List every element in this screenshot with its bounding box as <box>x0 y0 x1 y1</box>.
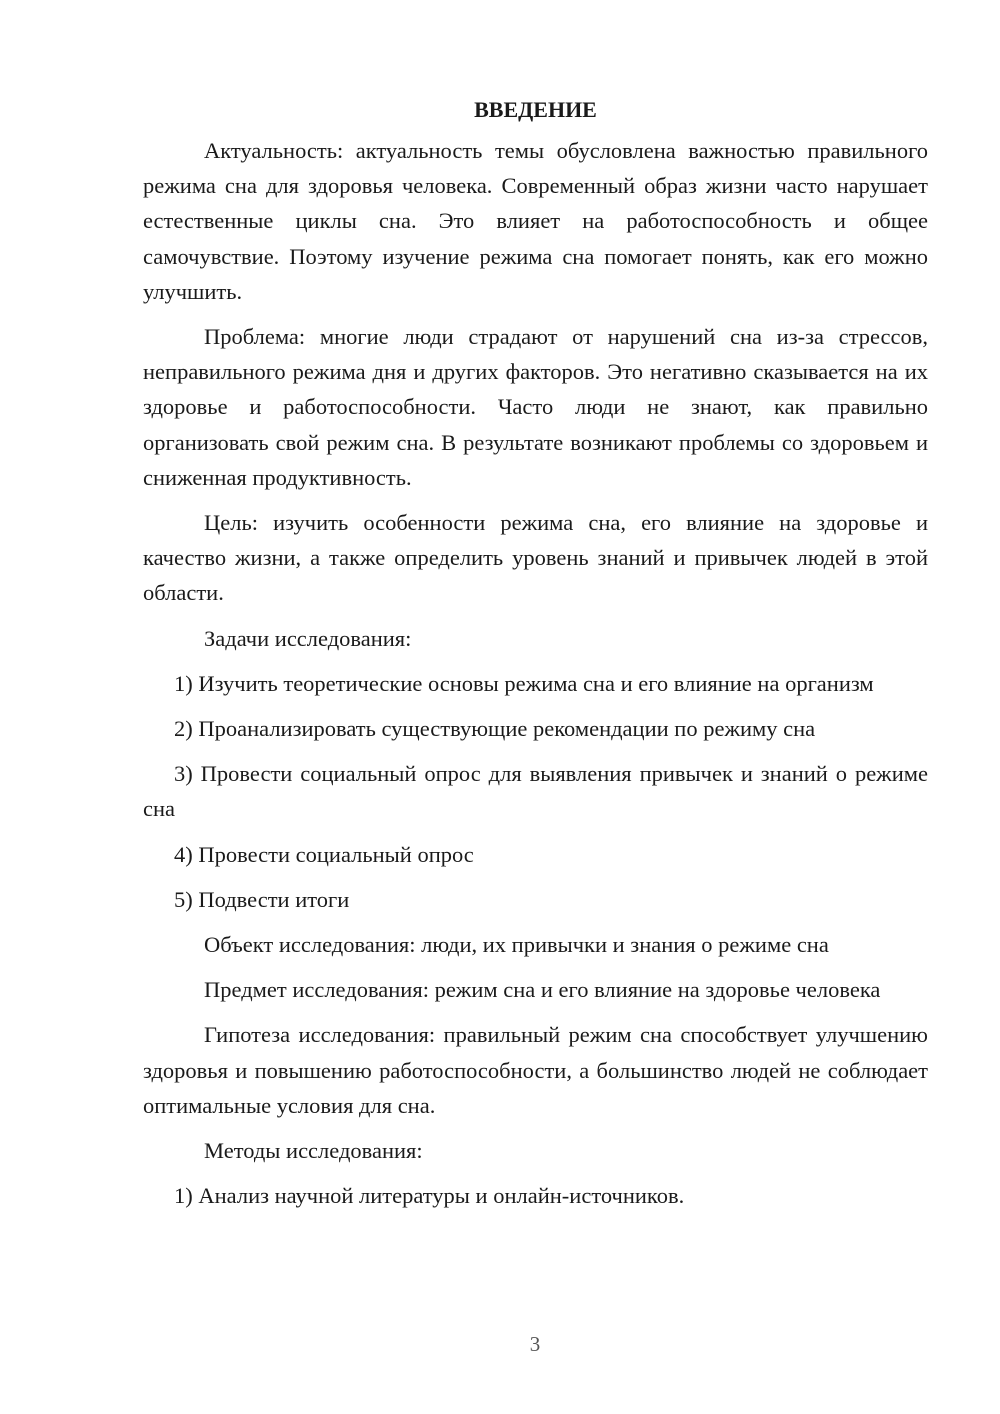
task-item-4: 4) Провести социальный опрос <box>174 841 474 867</box>
paragraph-subject: Предмет исследования: режим сна и его влияние на здоровье человека <box>204 977 881 1003</box>
page-number: 3 <box>529 1332 541 1356</box>
paragraph-problem: Проблема: многие люди страдают от нарушений сна из-за стрессов, неправильного режима дня и других факторов. Это негативно сказывается на их здоровье и работоспособности. Часто люди не знают, как правильно организовать свой режим сна. В результате возникают проблемы со здоровьем и сниженная продуктивность. <box>143 324 928 490</box>
paragraph-goal: Цель: изучить особенности режима сна, его влияние на здоровье и качество жизни, а также определить уровень знаний и привычек людей в этой области. <box>143 510 928 606</box>
paragraph-hypothesis: Гипотеза исследования: правильный режим сна способствует улучшению здоровья и повышению работоспособности, а большинство людей не соблюдает оптимальные условия для сна. <box>143 1022 928 1118</box>
method-item-1: 1) Анализ научной литературы и онлайн-источников. <box>174 1183 685 1209</box>
tasks-heading: Задачи исследования: <box>204 625 412 651</box>
task-item-5: 5) Подвести итоги <box>174 886 350 912</box>
task-item-3: 3) Провести социальный опрос для выявления привычек и знаний о режиме сна <box>143 761 928 822</box>
task-item-2: 2) Проанализировать существующие рекомендации по режиму сна <box>174 716 816 742</box>
document-body <box>143 92 928 1223</box>
paragraph-object: Объект исследования: люди, их привычки и знания о режиме сна <box>204 932 829 958</box>
task-item-1: 1) Изучить теоретические основы режима сна и его влияние на организм <box>174 670 874 696</box>
page-title: ВВЕДЕНИЕ <box>474 97 597 122</box>
paragraph-relevance: Актуальность: актуальность темы обусловлена важностью правильного режима сна для здоровья человека. Современный образ жизни часто нарушает естественные циклы сна. Это влияет на работоспособность и общее самочувствие. Поэтому изучение режима сна помогает понять, как его можно улучшить. <box>143 138 928 304</box>
methods-heading: Методы исследования: <box>204 1138 423 1164</box>
